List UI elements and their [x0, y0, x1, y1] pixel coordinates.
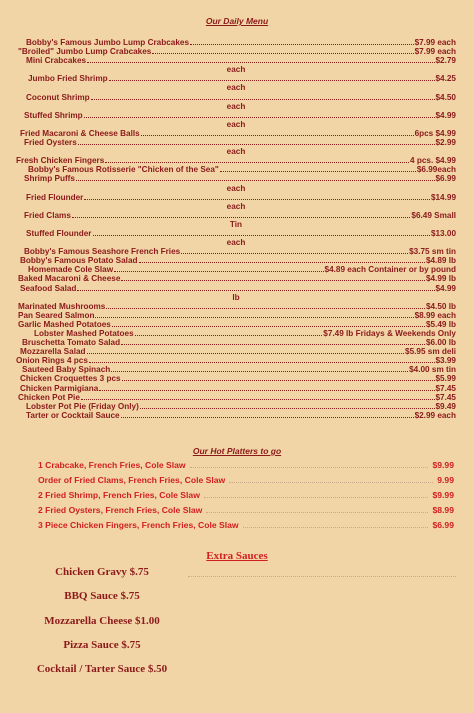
dot-leader — [139, 261, 425, 263]
menu-item — [16, 265, 456, 274]
menu-item — [16, 393, 456, 402]
dot-leader — [121, 279, 425, 281]
item-price: $2.99 — [435, 138, 456, 148]
menu-item — [16, 356, 456, 365]
platter-item — [38, 490, 454, 505]
dot-leader — [109, 79, 435, 81]
dot-leader — [141, 134, 414, 136]
unit-label: each — [226, 147, 246, 157]
item-price: $4.00 sm tin — [409, 365, 456, 375]
item-name: Marinated Mushrooms — [18, 301, 106, 311]
sauce-name: Cocktail / Tarter Sauce $.50 — [36, 663, 168, 676]
item-price: $7.49 lb Fridays & Weekends Only — [323, 329, 456, 338]
menu-item — [16, 256, 456, 265]
menu-item — [16, 374, 456, 383]
item-name: Bobby's Famous Rotisserie "Chicken of the Sea" — [28, 165, 219, 175]
item-price: $4.89 each Container or by pound — [324, 265, 456, 275]
sauce-name: BBQ Sauce $.75 — [64, 590, 140, 603]
item-price: $5.95 sm deli — [405, 347, 456, 357]
dot-leader — [112, 325, 425, 327]
unit-label: each — [226, 201, 246, 211]
dot-leader — [91, 98, 435, 100]
sauce-name: Chicken Gravy $.75 — [55, 566, 149, 579]
item-price: $4.99 — [435, 110, 456, 120]
menu-item — [16, 284, 456, 293]
menu-item — [16, 56, 456, 65]
item-price: $6.49 Small — [411, 210, 456, 220]
menu-item — [16, 247, 456, 256]
dot-leader — [105, 161, 409, 163]
item-price: $5.49 lb — [425, 319, 456, 329]
item-price: $13.00 — [430, 228, 456, 238]
menu-item — [16, 302, 456, 311]
item-name: Fried Oysters — [24, 138, 77, 148]
item-name: Tarter or Cocktail Sauce — [26, 410, 120, 420]
dot-leader — [140, 407, 435, 409]
item-name: Bobby's Famous Seashore French Fries — [24, 247, 181, 257]
menu-item — [16, 274, 456, 283]
sauce-item — [26, 584, 456, 608]
menu-item — [16, 411, 456, 420]
dot-leader — [76, 179, 435, 181]
menu-item — [16, 193, 456, 202]
dot-leader — [111, 370, 408, 372]
item-price: $5.99 — [435, 374, 456, 384]
dot-leader — [204, 496, 429, 498]
menu-item — [16, 47, 456, 56]
item-price: 4 pcs. $4.99 — [410, 156, 456, 166]
platter-name: 3 Piece Chicken Fingers, French Fries, Cole Slaw — [38, 520, 239, 530]
item-price: $4.99 — [435, 283, 456, 293]
item-name: Lobster Pot Pie (Friday Only) — [26, 401, 139, 411]
dot-leader — [106, 307, 425, 309]
item-price: $7.45 — [435, 383, 456, 393]
hot-platters-title: Our Hot Platters to go — [192, 446, 282, 456]
item-price: $6.00 lb — [425, 338, 456, 348]
item-price: $7.99 each — [414, 47, 456, 57]
dot-leader — [81, 398, 435, 400]
dot-leader — [77, 289, 434, 291]
item-price: $2.79 — [435, 56, 456, 66]
unit-label: lb — [232, 292, 240, 302]
dot-leader — [84, 116, 435, 118]
sauce-item — [26, 560, 456, 584]
platter-price: $9.99 — [432, 490, 454, 500]
item-name: Garlic Mashed Potatoes — [18, 319, 111, 329]
item-name: Chicken Croquettes 3 pcs — [20, 374, 121, 384]
dot-leader — [135, 334, 323, 336]
item-name: Fresh Chicken Fingers — [16, 156, 105, 166]
menu-item — [16, 347, 456, 356]
item-name: Bobby's Famous Potato Salad — [20, 256, 138, 266]
item-name: Coconut Shrimp — [26, 92, 90, 102]
dot-leader — [121, 416, 414, 418]
menu-item — [16, 138, 456, 147]
item-name: "Broiled" Jumbo Lump Crabcakes — [18, 47, 152, 57]
unit-label: each — [226, 119, 246, 129]
platter-name: 2 Fried Oysters, French Fries, Cole Slaw — [38, 505, 203, 515]
extra-sauces-list — [26, 560, 456, 681]
dot-leader — [87, 61, 434, 63]
dot-leader — [243, 526, 429, 528]
item-price: $4.25 — [435, 74, 456, 84]
platter-item — [38, 475, 454, 490]
platter-price: $9.99 — [432, 460, 454, 470]
item-name: Fried Clams — [24, 210, 71, 220]
item-name: Bobby's Famous Jumbo Lump Crabcakes — [26, 38, 190, 47]
unit-label: Tin — [229, 219, 243, 229]
menu-item — [16, 156, 456, 165]
menu-item — [16, 111, 456, 120]
item-price: $4.89 lb — [425, 256, 456, 266]
item-name: Bruschetta Tomato Salad — [22, 338, 121, 348]
platter-item — [38, 460, 454, 475]
daily-menu-title: Our Daily Menu — [205, 16, 269, 26]
dot-leader — [87, 352, 404, 354]
dot-leader — [121, 343, 425, 345]
item-name: Pan Seared Salmon — [18, 310, 95, 320]
item-name: Sauteed Baby Spinach — [22, 365, 111, 375]
menu-item — [16, 38, 456, 47]
dot-leader — [72, 216, 411, 218]
item-price: $7.45 — [435, 392, 456, 402]
menu-item — [16, 93, 456, 102]
menu-item — [16, 174, 456, 183]
menu-item — [16, 211, 456, 220]
item-price: $3.75 sm tin — [409, 247, 456, 257]
menu-item — [16, 320, 456, 329]
dot-leader — [181, 252, 408, 254]
item-name: Shrimp Puffs — [24, 174, 75, 184]
item-price: $4.50 lb — [425, 301, 456, 311]
unit-label: each — [226, 101, 246, 111]
dot-leader — [122, 379, 435, 381]
dot-leader — [229, 481, 433, 483]
item-price: $4.99 lb — [425, 274, 456, 284]
item-name: Chicken Parmigiana — [20, 383, 99, 393]
platter-name: Order of Fried Clams, French Fries, Cole Slaw — [38, 475, 226, 485]
item-name: Baked Macaroni & Cheese — [18, 274, 121, 284]
menu-item — [16, 329, 456, 338]
item-name: Fried Flounder — [26, 192, 84, 202]
platter-price: $8.99 — [432, 505, 454, 515]
item-name: Mini Crabcakes — [26, 56, 87, 66]
menu-item — [16, 402, 456, 411]
dot-leader — [206, 511, 428, 513]
menu-item — [16, 165, 456, 174]
daily-menu-list — [16, 38, 456, 420]
menu-item — [16, 384, 456, 393]
sauce-name: Mozzarella Cheese $1.00 — [44, 614, 160, 627]
item-name: Lobster Mashed Potatoes — [34, 329, 134, 338]
sauce-item — [26, 657, 456, 681]
unit-label: each — [226, 183, 246, 193]
item-name: Onion Rings 4 pcs — [16, 356, 88, 366]
item-name: Seafood Salad — [20, 283, 77, 293]
dot-leader — [190, 43, 414, 45]
dot-leader — [99, 389, 434, 391]
unit-label: each — [226, 83, 246, 93]
dot-leader — [188, 575, 456, 577]
item-price: $2.99 each — [414, 410, 456, 420]
dot-leader — [95, 316, 413, 318]
item-name: Jumbo Fried Shrimp — [28, 74, 108, 84]
extra-sauces-title: Extra Sauces — [206, 550, 268, 562]
item-name: Stuffed Shrimp — [24, 110, 83, 120]
sauce-item — [26, 633, 456, 657]
menu-item — [16, 129, 456, 138]
menu-item — [16, 311, 456, 320]
item-name: Mozzarella Salad — [20, 347, 86, 357]
item-price: $4.50 — [435, 92, 456, 102]
item-name: Chicken Pot Pie — [18, 392, 80, 402]
item-price: $6.99 — [435, 174, 456, 184]
platter-name: 2 Fried Shrimp, French Fries, Cole Slaw — [38, 490, 200, 500]
item-price: $9.49 — [435, 401, 456, 411]
dot-leader — [84, 198, 430, 200]
item-price: $6.99each — [416, 165, 456, 175]
platter-name: 1 Crabcake, French Fries, Cole Slaw — [38, 460, 186, 470]
dot-leader — [89, 361, 435, 363]
menu-item — [16, 365, 456, 374]
dot-leader — [78, 143, 435, 145]
unit-label: each — [226, 65, 246, 75]
sauce-name: Pizza Sauce $.75 — [63, 639, 141, 652]
menu-item — [16, 74, 456, 83]
dot-leader — [220, 170, 416, 172]
dot-leader — [93, 234, 430, 236]
item-name: Fried Macaroni & Cheese Balls — [20, 128, 140, 138]
item-price: $7.99 each — [414, 38, 456, 47]
menu-item — [16, 338, 456, 347]
item-name: Homemade Cole Slaw — [28, 265, 114, 275]
platter-item — [38, 520, 454, 535]
menu-item — [16, 229, 456, 238]
dot-leader — [190, 466, 429, 468]
platter-item — [38, 505, 454, 520]
hot-platters-list — [38, 460, 454, 535]
item-name: Stuffed Flounder — [26, 228, 92, 238]
item-price: $14.99 — [430, 192, 456, 202]
sauce-item — [26, 609, 456, 633]
item-price: $3.99 — [435, 356, 456, 366]
item-price: $8.99 each — [414, 310, 456, 320]
dot-leader — [152, 52, 413, 54]
platter-price: 9.99 — [437, 475, 454, 485]
platter-price: $6.99 — [432, 520, 454, 530]
unit-label: each — [226, 238, 246, 248]
dot-leader — [114, 270, 323, 272]
item-price: 6pcs $4.99 — [414, 128, 456, 138]
